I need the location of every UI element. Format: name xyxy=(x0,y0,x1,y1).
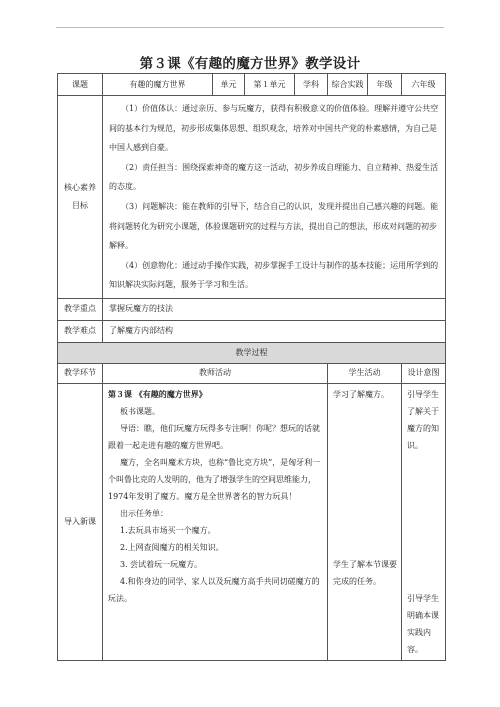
info-row xyxy=(58,74,446,96)
teacher-activity xyxy=(103,383,328,660)
core-objectives-row xyxy=(58,96,446,299)
subject-label: 学科 xyxy=(295,74,328,96)
teacher-line: 4.和你身边的同学、家人以及玩魔方高手共同切磋魔方的玩法。 xyxy=(108,576,320,603)
spacer xyxy=(407,505,441,522)
teacher-heading: 第３课 《有趣的魔方世界》 xyxy=(108,388,207,399)
topic-label: 课题 xyxy=(58,74,103,96)
student-activity xyxy=(328,383,402,660)
topic-value: 有趣的魔方世界 xyxy=(103,74,213,96)
objective-item: （4）创意物化：通过动手操作实践，初步掌握手工设计与制作的基本技能；运用所学到的知识解决实际问题，服务于学习和生活。 xyxy=(109,260,439,290)
process-header-row xyxy=(58,363,446,383)
spacer xyxy=(333,505,397,522)
teacher-line: 导语：瞧，他们玩魔方玩得多专注啊！你呢？想玩的话就跟着一起走进有趣的魔方世界吧。 xyxy=(108,423,320,450)
teacher-line: 2.上网查阅魔方的相关知识。 xyxy=(120,542,224,552)
objective-item: （1）价值体认：通过亲历、参与玩魔方，获得有积极意义的价值体验。理解并遵守公共空间的基本行为规范，初步形成集体思想、组织观念，培养对中国共产党的朴素感情，为自己是中国人感到自豪。 xyxy=(109,104,439,153)
design-intent xyxy=(402,383,446,660)
spacer xyxy=(407,471,441,488)
teacher-line: 板书课题。 xyxy=(120,406,160,416)
spacer xyxy=(333,454,397,471)
process-banner-row xyxy=(58,342,446,363)
difficulty-label: 教学难点 xyxy=(58,320,103,342)
spacer xyxy=(407,573,441,590)
header-rule xyxy=(56,27,444,28)
grade-label: 年级 xyxy=(368,74,402,96)
spacer xyxy=(333,539,397,556)
process-banner: 教学过程 xyxy=(58,342,446,363)
student-line: 学习了解魔方。 xyxy=(333,389,389,399)
col-header-teacher: 教师活动 xyxy=(103,363,328,383)
spacer xyxy=(407,488,441,505)
spacer xyxy=(407,454,441,471)
lesson-plan-table xyxy=(57,73,446,661)
spacer xyxy=(333,488,397,505)
teacher-line: 1.去玩具市场买一个魔方。 xyxy=(120,525,216,535)
col-header-student: 学生活动 xyxy=(328,363,402,383)
spacer xyxy=(333,522,397,539)
spacer xyxy=(333,437,397,454)
intent-line: 引导学生明确本课实践内容。 xyxy=(407,593,439,654)
teacher-line: 魔方，全名叫魔术方块，也称“鲁比克方块”，是匈牙利一个叫鲁比克的人发明的，他为了增强学生的空间思维能力，1974年发明了魔方。魔方是全世界著名的智力玩具！ xyxy=(108,457,321,501)
spacer xyxy=(333,403,397,420)
col-header-intent: 设计意图 xyxy=(402,363,446,383)
intent-line: 引导学生了解关于魔方的知识。 xyxy=(407,389,439,450)
spacer xyxy=(407,539,441,556)
objective-item: （2）责任担当：围绕探索神奇的魔方这一活动，初步养成自理能力、自立精神、热爱生活的态度。 xyxy=(109,162,439,192)
teacher-line: 3. 尝试着玩一玩魔方。 xyxy=(120,559,203,569)
stage-label: 导入新课 xyxy=(58,383,103,660)
process-row-intro xyxy=(58,383,446,660)
key-point-row xyxy=(58,298,446,320)
col-header-stage: 教学环节 xyxy=(58,363,103,383)
key-point-label: 教学重点 xyxy=(58,298,103,320)
grade-value: 六年级 xyxy=(402,74,446,96)
core-objectives xyxy=(103,96,446,299)
unit-label: 单元 xyxy=(213,74,245,96)
unit-value: 第１单元 xyxy=(245,74,295,96)
spacer xyxy=(333,471,397,488)
subject-value: 综合实践 xyxy=(328,74,368,96)
core-label: 核心素养目标 xyxy=(58,96,103,299)
spacer xyxy=(407,556,441,573)
objective-item: （3）问题解决：能在教师的引导下，结合自己的认识，发现并提出自己感兴趣的问题。能将问题转化为研究小课题，体验课题研究的过程与方法，提出自己的想法，形成对问题的初步解释。 xyxy=(109,201,439,251)
spacer xyxy=(333,420,397,437)
page-title: 第３课《有趣的魔方世界》教学设计 xyxy=(139,56,361,72)
spacer xyxy=(407,522,441,539)
difficulty-row xyxy=(58,320,446,342)
difficulty-value: 了解魔方内部结构 xyxy=(103,320,446,342)
key-point-value: 掌握玩魔方的技法 xyxy=(103,298,446,320)
student-line: 学生了解本节课要完成的任务。 xyxy=(333,559,397,586)
teacher-line: 出示任务单： xyxy=(120,508,168,518)
